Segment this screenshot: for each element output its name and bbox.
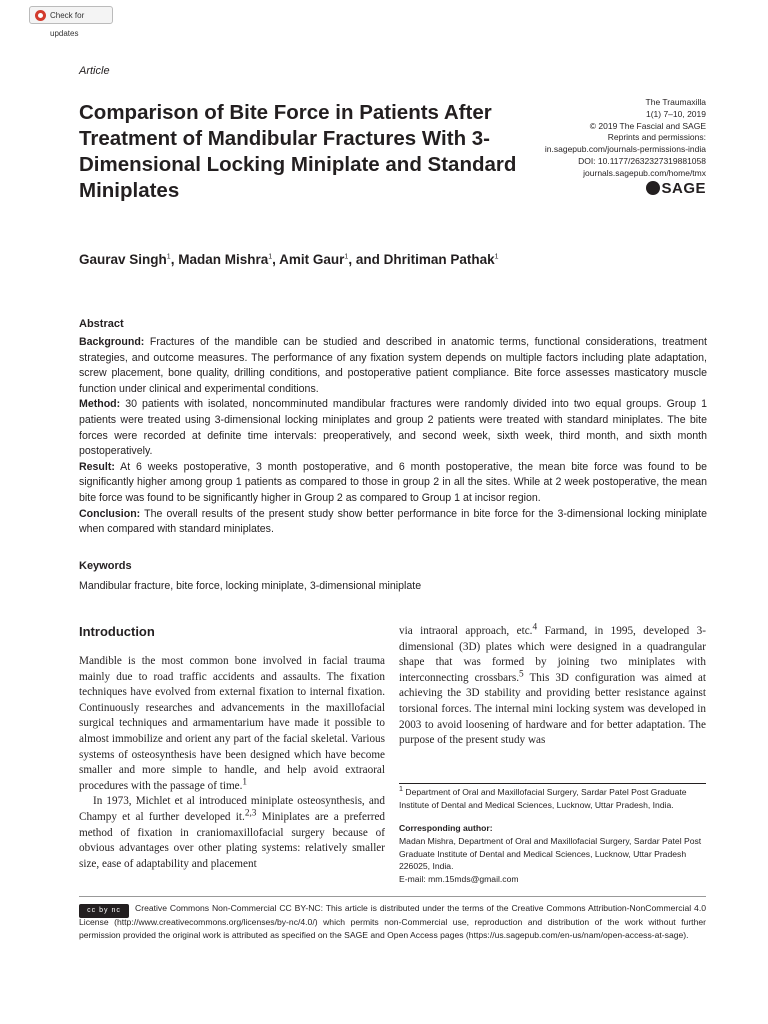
introduction-heading: Introduction: [79, 624, 155, 639]
license-statement: [79, 902, 706, 943]
footnote-divider: [399, 783, 706, 784]
author-separator: ,: [272, 252, 280, 267]
author-affiliation: 1: [166, 253, 171, 261]
check-for-updates-label: Check for updates: [50, 11, 85, 38]
abstract-background: [79, 335, 707, 397]
intro-paragraph-text: In 1973, Michlet et al introduced miniplate osteosynthesis, and Champy et al further developed it.: [79, 795, 385, 823]
abstract-method: [79, 397, 707, 459]
abstract-conclusion: [79, 507, 707, 538]
intro-paragraph-text: This 3D configuration was aimed at achieving the 3D stability and providing better resistance against torsional forces. The internal mini locking system was developed in 2003 to avoid loosening of hardware and for better adaptation. The purpose of the present study was: [399, 671, 707, 747]
journal-home-link[interactable]: journals.sagepub.com/home/tmx: [583, 167, 706, 178]
journal-copyright: © 2019 The Fascial and SAGE: [589, 120, 706, 131]
corresponding-author-heading: Corresponding author:: [399, 823, 493, 833]
update-icon: [35, 10, 46, 21]
creative-commons-icon[interactable]: cc by nc: [79, 904, 129, 918]
citation-ref[interactable]: 1: [242, 777, 248, 788]
sage-logo: [646, 180, 706, 197]
citation-ref[interactable]: 2,3: [244, 808, 257, 819]
abstract-background-text: Fractures of the mandible can be studied and described in anatomic terms, functional considerations, treatment strategies, and outcome measures. The performance of any fixation system depends on multiple factors including plate adaptation, screw placement, bone quality, drilling conditions, and postoperative patient compliance. Bite force assesses masticatory muscle function under clinical and experimental conditions.: [79, 336, 707, 395]
abstract-conclusion-label: Conclusion:: [79, 507, 141, 520]
keywords-list: Mandibular fracture, bite force, locking miniplate, 3-dimensional miniplate: [79, 580, 422, 592]
intro-paragraph: [79, 654, 385, 794]
author-name: Amit Gaur: [279, 252, 345, 267]
license-text: Creative Commons Non-Commercial CC BY-NC: This article is distributed under the terms of the Creative Commons Attribution-NonCommercial 4.0 License (http://www.creativecommons.org/licenses/by-nc/4.0/) which permits non-Commercial use, reproduction and distribution of the work without further permission provided the original work is attributed as specified on the SAGE and Open Access pages (https://us.sagepub.com/en-us/nam/open-access-at-sage).: [79, 903, 706, 941]
journal-volume: 1(1) 7–10, 2019: [645, 108, 706, 119]
journal-info: [506, 97, 706, 180]
article-type-label: Article: [79, 65, 110, 77]
author-affiliation: 1: [268, 253, 273, 261]
abstract-background-label: Background:: [79, 336, 145, 348]
affiliation-footnote: [399, 786, 706, 812]
abstract-result-text: At 6 weeks postoperative, 3 month postoperative, and 6 month postoperative, the mean bite force was found to be significantly higher among group 1 patients as compared to those in group 2 in all the sites. While at 2 week postoperative, the mean bite force was found to be significantly higher in Group 2 as compared to Group 1 at incisor region.: [79, 460, 707, 504]
abstract-method-label: Method:: [79, 398, 121, 411]
journal-name: The Traumaxilla: [645, 97, 706, 107]
abstract-conclusion-text: The overall results of the present study show better performance in bite force for the 3-dimensional locking miniplate when compared with standard miniplates.: [79, 507, 707, 536]
author-affiliation: 1: [344, 253, 349, 261]
intro-paragraph-text: Farmand, in 1995, developed 3-dimensional (3D) plates which were designed in a quadrangular shape that was formed by joining two miniplates with interconnecting crossbars.: [399, 625, 706, 684]
author-name: Dhritiman Pathak: [383, 252, 495, 267]
affiliation-number: 1: [399, 785, 403, 794]
license-divider: [79, 896, 706, 897]
corresponding-author-email[interactable]: E-mail: mm.15mds@gmail.com: [399, 874, 519, 885]
abstract-method-text: 30 patients with isolated, noncomminuted mandibular fractures were randomly divided into two equal groups. Group 1 patients were treated using 3-dimensional locking miniplates and group 2 patients were treated with standard miniplates. The bite forces were recorded at definite time intervals: preoperatively, and second week, sixth week, third month, and sixth month postoperatively.: [79, 398, 707, 458]
abstract-result-label: Result:: [79, 460, 115, 473]
keywords-heading: Keywords: [79, 560, 132, 572]
intro-paragraph-text: Miniplates are a preferred method of fixation in craniomaxillofacial surgery because of obvious advantages over other plating systems: relatively smaller size, ease of adaptability and placement: [79, 810, 386, 870]
corresponding-author-address: Madan Mishra, Department of Oral and Maxillofacial Surgery, Sardar Patel Post Graduate Institute of Dental and Medical Sciences, Lucknow, Uttar Pradesh 226025, India.: [399, 835, 702, 872]
author-name: Gaurav Singh: [79, 252, 167, 267]
sage-logo-icon: [646, 181, 660, 195]
check-for-updates-badge[interactable]: [29, 6, 113, 38]
abstract-heading: Abstract: [79, 318, 124, 330]
journal-permissions-link[interactable]: in.sagepub.com/journals-permissions-india: [544, 144, 706, 155]
affiliation-text: Department of Oral and Maxillofacial Surgery, Sardar Patel Post Graduate Institute of Dental and Medical Sciences, Lucknow, Uttar Pradesh, India.: [399, 787, 687, 810]
journal-doi[interactable]: DOI: 10.1177/2632327319881058: [578, 155, 706, 166]
intro-paragraph: [399, 624, 706, 749]
citation-ref[interactable]: 4: [532, 622, 538, 633]
intro-paragraph: [79, 794, 385, 872]
citation-ref[interactable]: 5: [519, 669, 524, 680]
author-separator: ,: [170, 252, 179, 267]
body-column-right: [399, 624, 706, 749]
author-separator: , and: [348, 252, 384, 267]
journal-reprints: Reprints and permissions:: [607, 132, 706, 143]
abstract-body: [79, 335, 707, 538]
intro-paragraph-text: via intraoral approach, etc.: [399, 625, 533, 637]
paper-title: Comparison of Bite Force in Patients After Treatment of Mandibular Fractures With 3-Dimensional Locking Miniplate and Standard Miniplates: [79, 101, 517, 202]
intro-paragraph-text: Mandible is the most common bone involved in facial trauma mainly due to road traffic accidents and assaults. The fixation techniques have evolved from external fixation to internal fixation. Continuously researches and advancements in the maxillofacial surgical techniques and armamentarium have made it possible to almost immobilize and orient any part of the facial skeletal. Various systems of osteosynthesis have been designed which have become smaller and more simple to handle, and help avoid extraoral procedures with the passage of time.: [79, 655, 385, 792]
author-list: [79, 252, 499, 267]
body-column-left: [79, 654, 385, 872]
abstract-result: [79, 460, 707, 507]
corresponding-author: [399, 822, 706, 886]
author-name: Madan Mishra: [178, 252, 269, 267]
author-affiliation: 1: [494, 253, 499, 261]
sage-logo-text: SAGE: [661, 180, 706, 197]
